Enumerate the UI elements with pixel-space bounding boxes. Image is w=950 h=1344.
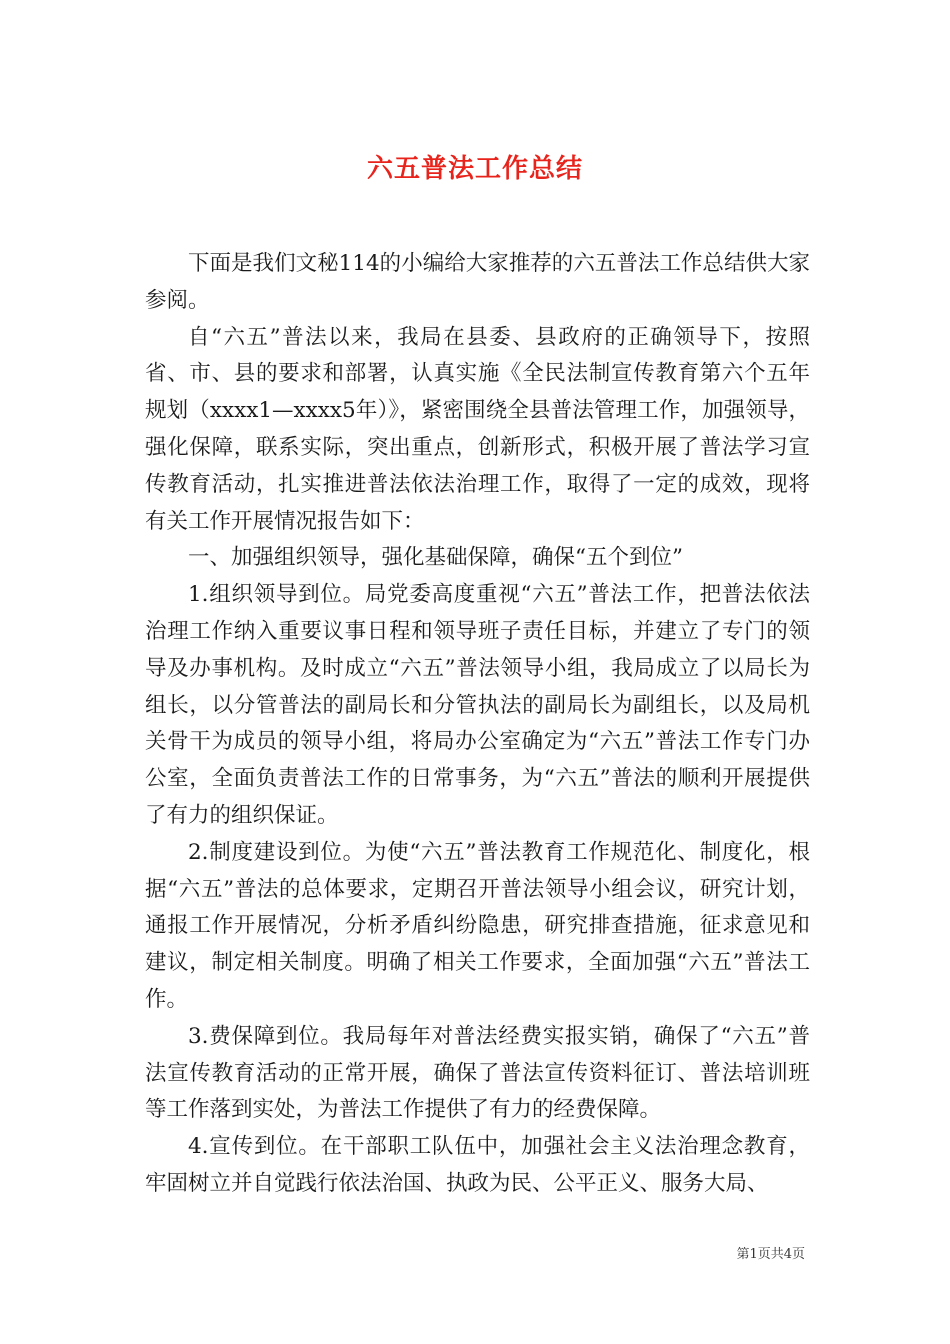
page-title: 六五普法工作总结 bbox=[366, 154, 583, 185]
overview-paragraph: 自“六五”普法以来，我局在县委、县政府的正确领导下，按照省、市、县的要求和部署，认真实施《全民法制宣传教育第六个五年规划（xxxx1—xxxx5年）》，紧密围绕全县普法管理工作，加强领导，强化保障，联系实际，突出重点，创新形式，积极开展了普法学习宣传教育活动，扎实推进普法依法治理工作，取得了一定的成效，现将有关工作开展情况报告如下： bbox=[145, 324, 810, 534]
item-organization-paragraph: 1.组织领导到位。局党委高度重视“六五”普法工作，把普法依法治理工作纳入重要议事日程和领导班子责任目标，并建立了专门的领导及办事机构。及时成立“六五”普法领导小组，我局成立了以局长为组长，以分管普法的副局长和分管执法的副局长为副组长，以及局机关骨干为成员的领导小组，将局办公室确定为“六五”普法工作专门办公室，全面负责普法工作的日常事务，为“六五”普法的顺利开展提供了有力的组织保证。 bbox=[145, 582, 810, 828]
intro-paragraph: 下面是我们文秘114的小编给大家推荐的六五普法工作总结供大家参阅。 bbox=[145, 251, 810, 313]
section-heading: 一、加强组织领导，强化基础保障，确保“五个到位” bbox=[188, 545, 683, 571]
item-system-paragraph: 2.制度建设到位。为使“六五”普法教育工作规范化、制度化，根据“六五”普法的总体要求，定期召开普法领导小组会议，研究计划，通报工作开展情况，分析矛盾纠纷隐患，研究排查措施，征求意见和建议，制定相关制度。明确了相关工作要求，全面加强“六五”普法工作。 bbox=[145, 839, 810, 1012]
page-number: 第1页共4页 bbox=[736, 1247, 805, 1262]
item-publicity-paragraph: 4.宣传到位。在干部职工队伍中，加强社会主义法治理念教育，牢固树立并自觉践行依法治国、执政为民、公平正义、服务大局、 bbox=[145, 1134, 810, 1196]
item-funding-paragraph: 3.费保障到位。我局每年对普法经费实报实销，确保了“六五”普法宣传教育活动的正常开展，确保了普法宣传资料征订、普法培训班等工作落到实处，为普法工作提供了有力的经费保障。 bbox=[145, 1023, 810, 1123]
document-body bbox=[145, 246, 810, 1203]
